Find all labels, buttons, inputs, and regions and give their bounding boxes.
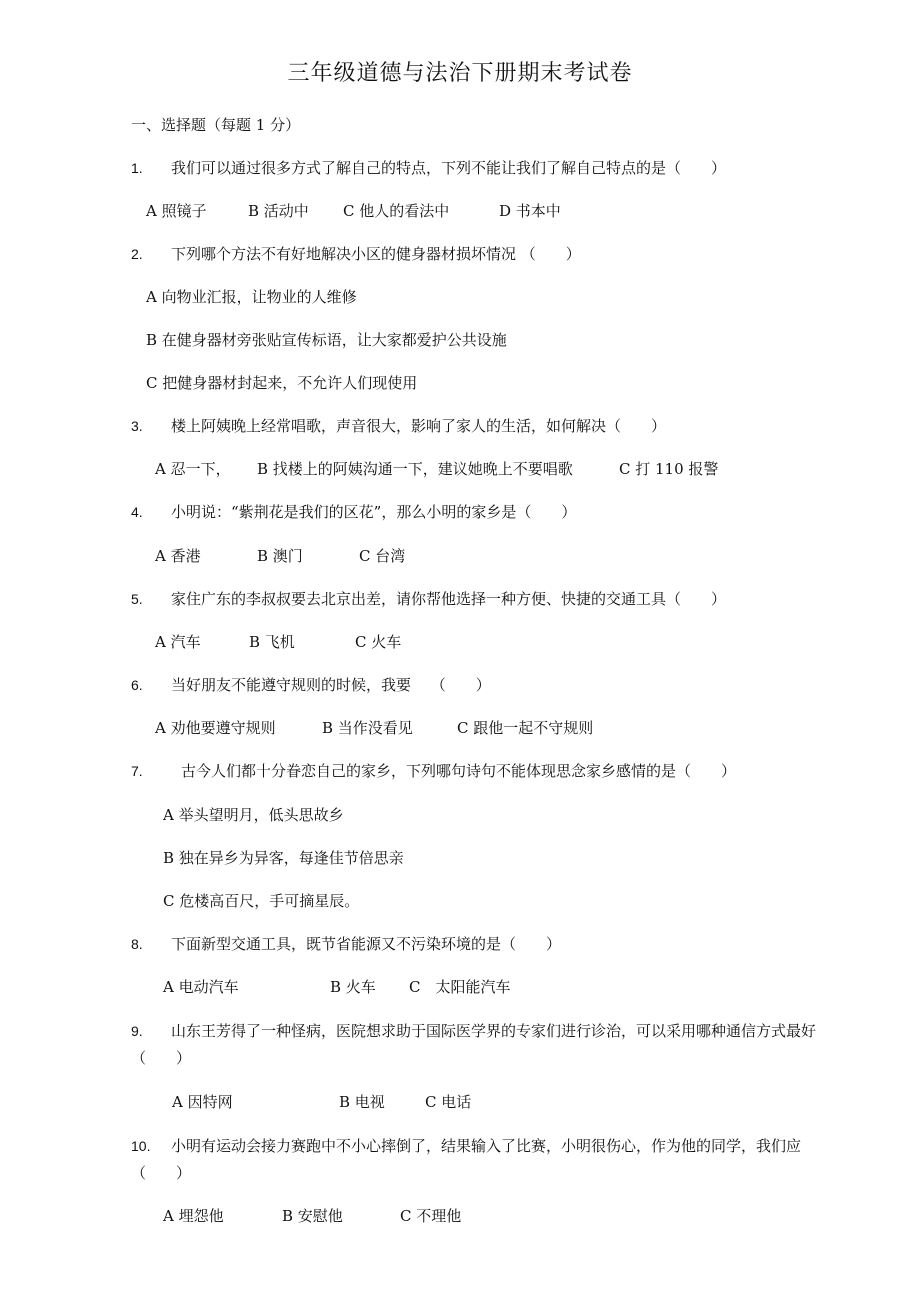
option: A 举头望明月，低头思故乡	[163, 806, 344, 824]
question-text: 下面新型交通工具，既节省能源又不污染环境的是（ ）	[171, 935, 562, 953]
option: A 电动汽车	[163, 978, 239, 996]
question-9	[131, 1018, 841, 1072]
question-number: 9.	[131, 1023, 143, 1039]
option: A 因特网	[172, 1093, 233, 1111]
option: C 危楼高百尺，手可摘星辰。	[163, 892, 360, 910]
question-text: 下列哪个方法不有好地解决小区的健身器材损坏情况 （ ）	[171, 245, 581, 263]
question-text: 山东王芳得了一种怪病，医院想求助于国际医学界的专家们进行诊治，可以采用哪种通信方式最好（ ）	[131, 1022, 817, 1067]
question-number: 1.	[131, 160, 143, 176]
question-number: 6.	[131, 677, 143, 693]
option: D 书本中	[499, 202, 561, 220]
question-text: 小明说：“紫荆花是我们的区花”，那么小明的家乡是（ ）	[171, 503, 577, 521]
question-number: 7.	[131, 763, 143, 779]
option: B 活动中	[248, 202, 309, 220]
option: B 飞机	[249, 633, 295, 651]
option: A 照镜子	[146, 202, 207, 220]
question-text: 我们可以通过很多方式了解自己的特点，下列不能让我们了解自己特点的是（ ）	[171, 159, 727, 177]
question-text: 当好朋友不能遵守规则的时候，我要 （ ）	[171, 676, 491, 694]
option: C 跟他一起不守规则	[457, 719, 594, 737]
question-3	[131, 415, 666, 437]
question-7	[131, 760, 736, 782]
option: B 火车	[330, 978, 376, 996]
question-5	[131, 588, 726, 610]
option: A 忍一下，	[155, 460, 231, 478]
option: B 电视	[339, 1093, 385, 1111]
option: B 当作没看见	[322, 719, 413, 737]
option: C 台湾	[359, 547, 406, 565]
question-4	[131, 501, 576, 523]
question-text: 家住广东的李叔叔要去北京出差，请你帮他选择一种方便、快捷的交通工具（ ）	[171, 590, 727, 608]
question-6	[131, 674, 491, 696]
option: B 独在异乡为异客，每逢佳节倍思亲	[163, 849, 404, 867]
option: A 汽车	[155, 633, 201, 651]
question-number: 5.	[131, 591, 143, 607]
option: B 澳门	[257, 547, 303, 565]
question-number: 8.	[131, 936, 143, 952]
option: B 找楼上的阿姨沟通一下，建议她晚上不要唱歌	[257, 460, 573, 478]
question-number: 3.	[131, 418, 143, 434]
option: B 在健身器材旁张贴宣传标语，让大家都爱护公共设施	[146, 331, 507, 349]
page-title: 三年级道德与法治下册期末考试卷	[287, 61, 633, 86]
option: C 打 110 报警	[619, 460, 719, 478]
question-text: 楼上阿姨晚上经常唱歌，声音很大，影响了家人的生活，如何解决（ ）	[171, 417, 667, 435]
option: C 电话	[425, 1093, 472, 1111]
question-10	[131, 1133, 841, 1187]
option: C 不理他	[400, 1207, 462, 1225]
option: B 安慰他	[282, 1207, 343, 1225]
question-number: 4.	[131, 504, 143, 520]
option: C 太阳能汽车	[409, 978, 511, 996]
option: C 把健身器材封起来，不允许人们现使用	[146, 374, 418, 392]
question-2	[131, 243, 581, 265]
option: C 火车	[355, 633, 402, 651]
option: C 他人的看法中	[343, 202, 450, 220]
option: A 香港	[155, 547, 201, 565]
question-8	[131, 933, 561, 955]
option: A 向物业汇报，让物业的人维修	[146, 288, 357, 306]
question-text: 古今人们都十分眷恋自己的家乡，下列哪句诗句不能体现思念家乡感情的是（ ）	[181, 762, 737, 780]
option: A 劝他要遵守规则	[155, 719, 276, 737]
option: A 埋怨他	[163, 1207, 224, 1225]
question-number: 10.	[131, 1138, 151, 1154]
question-1	[131, 157, 726, 179]
question-text: 小明有运动会接力赛跑中不小心摔倒了，结果输入了比赛，小明很伤心，作为他的同学，我们应（ ）	[131, 1137, 802, 1182]
section-heading: 一、选择题（每题 1 分）	[131, 116, 301, 134]
question-number: 2.	[131, 246, 143, 262]
